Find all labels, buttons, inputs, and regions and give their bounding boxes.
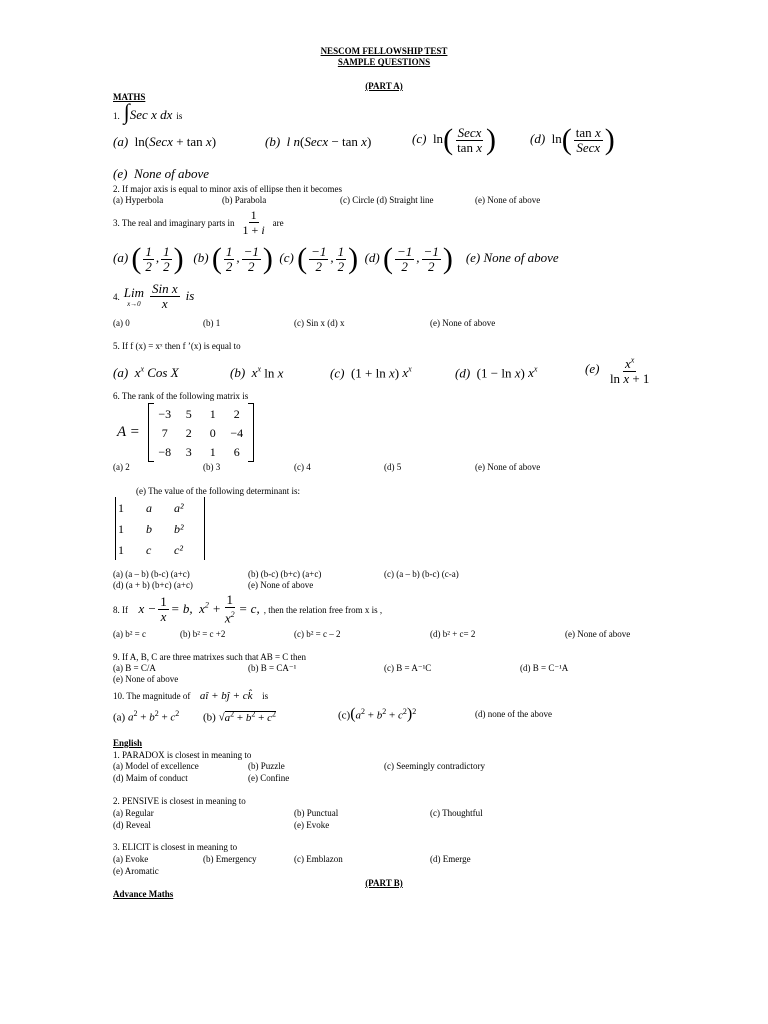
q5-opt-d: (d) (1 − ln x) $x^x$ <box>455 365 538 381</box>
q7-opt-d: (d) (a + b) (b+c) (a+c) <box>113 580 193 590</box>
q3-are: are <box>272 218 284 229</box>
matrix-cell: 1 <box>209 445 216 459</box>
q4-is: is <box>185 288 195 304</box>
eng-question-1: 1. PARADOX is closest in meaning to <box>113 750 252 760</box>
question-1: 1. ∫Sec x dx is <box>113 99 183 124</box>
q9-opt-c: (c) B = A⁻¹C <box>384 663 432 673</box>
q1-opt-e-label: (e) <box>113 166 128 181</box>
matrix-cell: 6 <box>233 445 240 459</box>
q1-option-e <box>113 166 209 181</box>
question-4: 4. Lim x→0 $\frac{\text{Sin x}}{x}$ is <box>113 281 195 311</box>
det-cell: c² <box>174 543 183 557</box>
q4-number: 4. <box>113 292 120 303</box>
q8-opt-e: (e) None of above <box>565 629 631 639</box>
eng-q2-opt-c: (c) Thoughtful <box>430 808 483 818</box>
eng-q2-opt-a: (a) Regular <box>113 808 154 818</box>
q10-opt-c: $(c)(a^2 + b^2 + c^2)^2$ <box>338 705 417 723</box>
question-6: 6. The rank of the following matrix is <box>113 391 249 401</box>
q5-opt-a: (a) $x^x$ Cos X <box>113 365 179 381</box>
question-9: 9. If A, B, C are three matrixes such that AB = C then <box>113 652 307 662</box>
eng-q1-opt-c: (c) Seemingly contradictory <box>384 761 485 771</box>
q4-opt-a: (a) 0 <box>113 318 130 328</box>
q8-opt-a: (a) b² = c <box>113 629 147 639</box>
q4-opt-e: (e) None of above <box>430 318 496 328</box>
q6-matrix: A = −3 5 1 2 7 2 0 −4 −8 3 1 6 <box>117 403 254 462</box>
matrix-cell: 1 <box>209 407 216 421</box>
question-3: 3. The real and imaginary parts in $\frac{1}{1 + i}$ are <box>113 208 284 237</box>
det-cell: a² <box>174 501 184 515</box>
q7-opt-c: (c) (a – b) (b-c) (c-a) <box>384 569 459 579</box>
matrix-cell: −4 <box>230 426 244 440</box>
part-b-label: (PART B) <box>365 878 403 888</box>
det-cell: 1 <box>118 543 124 557</box>
matrix-cell: −3 <box>158 407 172 421</box>
maths-heading: MATHS <box>113 92 146 102</box>
eng-q3-opt-e: (e) Aromatic <box>113 866 159 876</box>
q5-opt-e: (e) $\frac{x^x}{\text{ln x + 1}}$ <box>585 356 650 387</box>
matrix-cell: 7 <box>161 426 168 440</box>
q8-opt-d: (d) b² + c= 2 <box>430 629 476 639</box>
det-cell: 1 <box>118 501 124 515</box>
q5-opt-b: (b) $x^x$ ln x <box>230 365 284 381</box>
eng-q1-opt-e: (e) Confine <box>248 773 290 783</box>
q1-opt-e-text: None of above <box>133 166 210 181</box>
q10-is: is <box>262 691 269 701</box>
q2-opt-a: (a) Hyperbola <box>113 195 164 205</box>
q1-opt-d-label: (d) <box>530 130 546 146</box>
q2-opt-b: (b) Parabola <box>222 195 267 205</box>
eng-q2-opt-e: (e) Evoke <box>294 820 330 830</box>
q1-option-b: (b) l n(Secx − tan x) <box>265 134 372 149</box>
q3-text: 3. The real and imaginary parts in <box>113 218 235 229</box>
q5-opt-c: (c) (1 + ln x) $x^x$ <box>330 365 412 381</box>
doc-subtitle: SAMPLE QUESTIONS <box>337 57 431 67</box>
q6-opt-e: (e) None of above <box>475 462 541 472</box>
det-cell: a <box>146 501 152 515</box>
q4-opt-c: (c) Sin x (d) x <box>294 318 345 328</box>
q6-opt-b: (b) 3 <box>203 462 221 472</box>
q7-opt-b: (b) (b-c) (b+c) (a+c) <box>248 569 322 579</box>
english-heading: English <box>113 738 143 748</box>
q8-if: 8. If <box>113 604 128 615</box>
q9-opt-e: (e) None of above <box>113 674 179 684</box>
question-8: 8. If x − $\frac{1}{x}$ = b, $x^2$ + $\frac{1}{x^2}$ = c, , then the relation free from x is , <box>113 592 383 626</box>
eng-q2-opt-b: (b) Punctual <box>294 808 339 818</box>
eng-q1-opt-d: (d) Maim of conduct <box>113 773 188 783</box>
matrix-cell: 2 <box>185 426 192 440</box>
eng-question-3: 3. ELICIT is closest in meaning to <box>113 842 238 852</box>
q1-opt-c-label: (c) <box>412 130 427 146</box>
q8-tail: , then the relation free from x is , <box>263 604 383 615</box>
integral-icon: ∫ <box>123 99 130 124</box>
q4-lim: Lim <box>123 285 144 300</box>
q1-is: is <box>176 111 183 121</box>
det-cell: b <box>146 522 152 536</box>
q1-opt-b-label: (b) <box>265 134 281 149</box>
question-10: 10. The magnitude of aî + bĵ + ck̂ is <box>113 690 269 702</box>
q10-opt-d: (d) none of the above <box>475 709 552 719</box>
matrix-cell: −8 <box>158 445 172 459</box>
question-7: (e) The value of the following determinant is: <box>136 486 301 496</box>
eng-q1-opt-b: (b) Puzzle <box>248 761 285 771</box>
q8-opt-c: (c) b² = c – 2 <box>294 629 341 639</box>
part-a-label: (PART A) <box>365 81 403 91</box>
det-cell: 1 <box>118 522 124 536</box>
q9-opt-d: (d) B = C⁻¹A <box>520 663 569 673</box>
matrix-cell: 2 <box>233 407 240 421</box>
matrix-cell: 5 <box>185 407 192 421</box>
advance-maths-heading: Advance Maths <box>113 889 174 899</box>
eng-question-2: 2. PENSIVE is closest in meaning to <box>113 796 246 806</box>
q1-option-d: (d) ln( $\frac{\text{tan x}}{\text{Secx}}$ ) <box>530 123 615 156</box>
q1-options-row: (a) ln(Secx + tan x) <box>113 134 217 149</box>
q7-determinant <box>115 497 205 560</box>
q7-opt-a: (a) (a – b) (b-c) (a+c) <box>113 569 190 579</box>
q4-opt-b: (b) 1 <box>203 318 221 328</box>
q10-opt-b: (b) $√a^2 + b^2 + c^2$ <box>203 709 276 724</box>
eng-q3-opt-b: (b) Emergency <box>203 854 257 864</box>
matrix-cell: 3 <box>185 445 192 459</box>
eng-q2-opt-d: (d) Reveal <box>113 820 151 830</box>
q10-text: 10. The magnitude of <box>113 691 191 701</box>
det-cell: b² <box>174 522 184 536</box>
eng-q3-opt-d: (d) Emerge <box>430 854 471 864</box>
q10-opt-a: (a) $a^2 + b^2 + c^2$ <box>113 709 180 724</box>
q9-opt-a: (a) B = C/A <box>113 663 156 673</box>
q1-option-c: (c) ln( $\frac{\text{Secx}}{\text{tan x}}$ ) <box>412 123 496 156</box>
q6-opt-a: (a) 2 <box>113 462 130 472</box>
q3-opt-e-text: None of above <box>483 249 559 265</box>
q1-opt-a-label: (a) <box>113 134 129 149</box>
q1-number: 1. <box>113 111 120 121</box>
det-cell: c <box>146 543 152 557</box>
q8-opt-b: (b) b² = c +2 <box>180 629 226 639</box>
doc-title: NESCOM FELLOWSHIP TEST <box>320 46 448 56</box>
question-2: 2. If major axis is equal to minor axis of ellipse then it becomes <box>113 184 342 194</box>
eng-q3-opt-c: (c) Emblazon <box>294 854 343 864</box>
q9-opt-b: (b) B = CA⁻¹ <box>248 663 297 673</box>
q6-opt-d: (d) 5 <box>384 462 402 472</box>
q2-opt-c: (c) Circle (d) Straight line <box>340 195 434 205</box>
q3-options-row: (a) ( $\frac{1}{2}$ , $\frac{1}{2}$ ) (b) ( $\frac{1}{2}$ , $\frac{-1}{2}$ ) (c) ( $\frac{-1}{2}$ , $\frac{1}{2}$ ) (d) ( $\frac{-1}{2}$ , $\frac{-1}{2}$ ) (e) None of above <box>113 242 559 275</box>
eng-q3-opt-a: (a) Evoke <box>113 854 149 864</box>
question-5: 5. If f (x) = xˣ then f ’(x) is equal to <box>113 341 241 351</box>
eng-q1-opt-a: (a) Model of excellence <box>113 761 199 771</box>
q7-opt-e: (e) None of above <box>248 580 314 590</box>
q6-opt-c: (c) 4 <box>294 462 311 472</box>
q2-opt-e: (e) None of above <box>475 195 541 205</box>
matrix-cell: 0 <box>209 426 216 440</box>
